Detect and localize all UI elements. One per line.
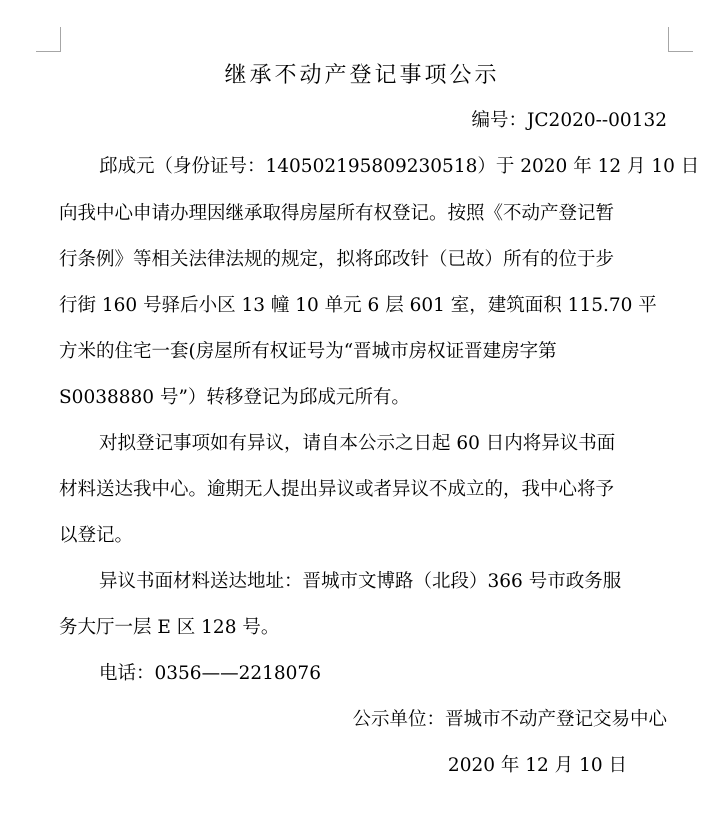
paragraph-1-line-6: S0038880 号”）转移登记为邱成元所有。 (59, 387, 410, 408)
paragraph-1-line-4: 行街 160 号驿后小区 13 幢 10 单元 6 层 601 室，建筑面积 115.70 平 (59, 295, 657, 316)
phone-number: 电话：0356——2218076 (99, 663, 321, 684)
paragraph-1-line-3: 行条例》等相关法律法规的规定，拟将邱改针（已故）所有的位于步 (59, 249, 615, 270)
paragraph-3-line-2: 务大厅一层 E 区 128 号。 (59, 617, 280, 638)
paragraph-3-line-1: 异议书面材料送达地址：晋城市文博路（北段）366 号市政务服 (99, 571, 622, 592)
page-margin-corner-top-right (668, 27, 693, 52)
document-title: 继承不动产登记事项公示 (224, 63, 500, 88)
paragraph-2-line-1: 对拟登记事项如有异议，请自本公示之日起 60 日内将异议书面 (99, 433, 616, 454)
paragraph-1-line-1: 邱成元（身份证号：140502195809230518）于 2020 年 12 月 10 日 (99, 156, 700, 177)
issuing-unit: 公示单位：晋城市不动产登记交易中心 (352, 709, 667, 730)
serial-number: 编号：JC2020--00132 (471, 110, 667, 131)
publication-date: 2020 年 12 月 10 日 (447, 755, 627, 776)
page-margin-corner-top-left (36, 27, 61, 52)
paragraph-2-line-3: 以登记。 (59, 525, 134, 546)
paragraph-1-line-5: 方米的住宅一套(房屋所有权证号为“晋城市房权证晋建房字第 (59, 341, 557, 362)
paragraph-2-line-2: 材料送达我中心。逾期无人提出异议或者异议不成立的，我中心将予 (59, 479, 615, 500)
paragraph-1-line-2: 向我中心申请办理因继承取得房屋所有权登记。按照《不动产登记暂 (59, 203, 615, 224)
